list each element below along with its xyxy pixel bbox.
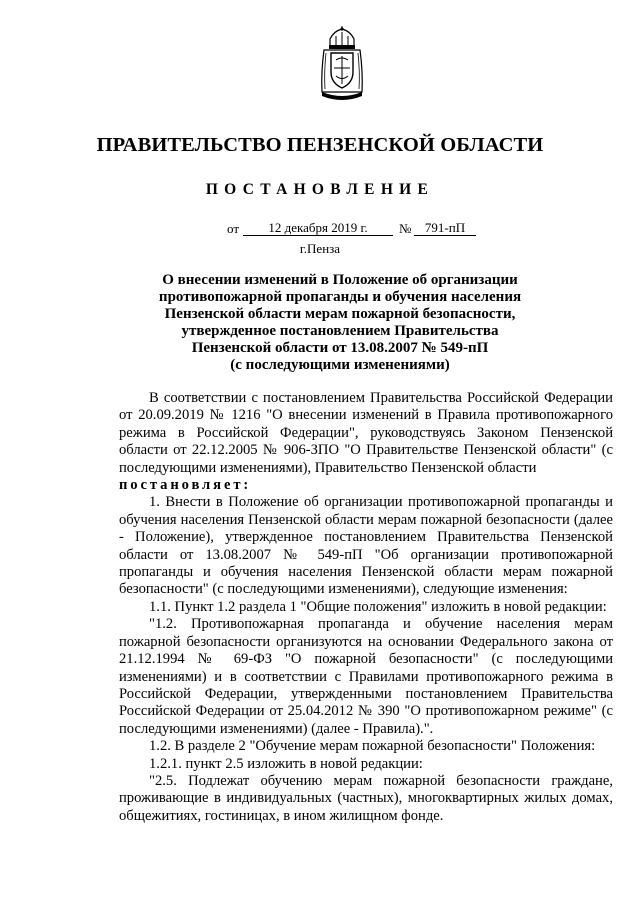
document-body	[119, 390, 613, 825]
heading-line: Пензенской области мерам пожарной безопасности,	[164, 306, 516, 322]
number-prefix: №	[399, 221, 412, 236]
date-prefix: от	[227, 221, 240, 236]
paragraph-1-2: 1.2. В разделе 2 "Обучение мерам пожарной безопасности" Положения:	[149, 738, 596, 755]
city: г.Пенза	[299, 241, 341, 256]
document-heading	[140, 272, 540, 374]
government-name: ПРАВИТЕЛЬСТВО ПЕНЗЕНСКОЙ ОБЛАСТИ	[96, 134, 544, 156]
heading-line: Пензенской области от 13.08.2007 № 549-пП	[191, 340, 489, 356]
heading-line: утвержденное постановлением Правительства	[181, 323, 499, 339]
heading-line: противопожарной пропаганды и обучения населения	[158, 289, 522, 305]
resolves-word	[119, 477, 613, 494]
resolves-label: постановляет:	[119, 477, 252, 494]
paragraph-1-1-quote: "1.2. Противопожарная пропаганда и обучение населения мерам пожарной безопасности организуются на основании Федерального закона от 21.12.1994 № 69-ФЗ "О пожарной безопасности" (с последующими изменениями) и в соответствии с Правилами противопожарного режима в Российской Федерации, утвержденными постановлением Правительства Российской Федерации от 25.04.2012 № 390 "О противопожарном режиме" (с последующими изменениями) (далее - Правила).".	[119, 616, 613, 737]
paragraph-1-2-1: 1.2.1. пункт 2.5 изложить в новой редакции:	[149, 755, 423, 772]
paragraph-1-1: 1.1. Пункт 1.2 раздела 1 "Общие положения" изложить в новой редакции:	[149, 598, 607, 615]
paragraph-1-2-1-quote: "2.5. Подлежат обучению мерам пожарной безопасности граждане, проживающие в индивидуальных (частных), многоквартирных жилых домах, общежитиях, гостиницах, в ином жилищном фонде.	[119, 772, 613, 824]
heading-line: (с последующими изменениями)	[230, 357, 450, 373]
document-type: ПОСТАНОВЛЕНИЕ	[205, 181, 435, 198]
coat-of-arms-icon	[318, 26, 366, 100]
preamble-paragraph: В соответствии с постановлением Правительства Российской Федерации от 20.09.2019 № 1216 "О внесении изменений в Правила противопожарного режима в Российской Федерации", руководствуясь Законом Пензенской области от 22.12.2005 № 906-ЗПО "О Правительстве Пензенской области" (с последующими изменениями), Правительство Пензенской области	[119, 390, 613, 476]
paragraph-1: 1. Внести в Положение об организации противопожарной пропаганды и обучения населения Пензенской области мерам пожарной безопасности (далее - Положение), утвержденное постановлением Правительства Пензенской области от 13.08.2007 № 549-пП "Об организации противопожарной пропаганды и обучения населения Пензенской области мерам пожарной безопасности" (с последующими изменениями), следующие изменения:	[119, 494, 613, 598]
date-field: 12 декабря 2019 г.	[243, 220, 393, 236]
number-field: 791-пП	[414, 220, 476, 236]
heading-line: О внесении изменений в Положение об организации	[162, 272, 518, 288]
